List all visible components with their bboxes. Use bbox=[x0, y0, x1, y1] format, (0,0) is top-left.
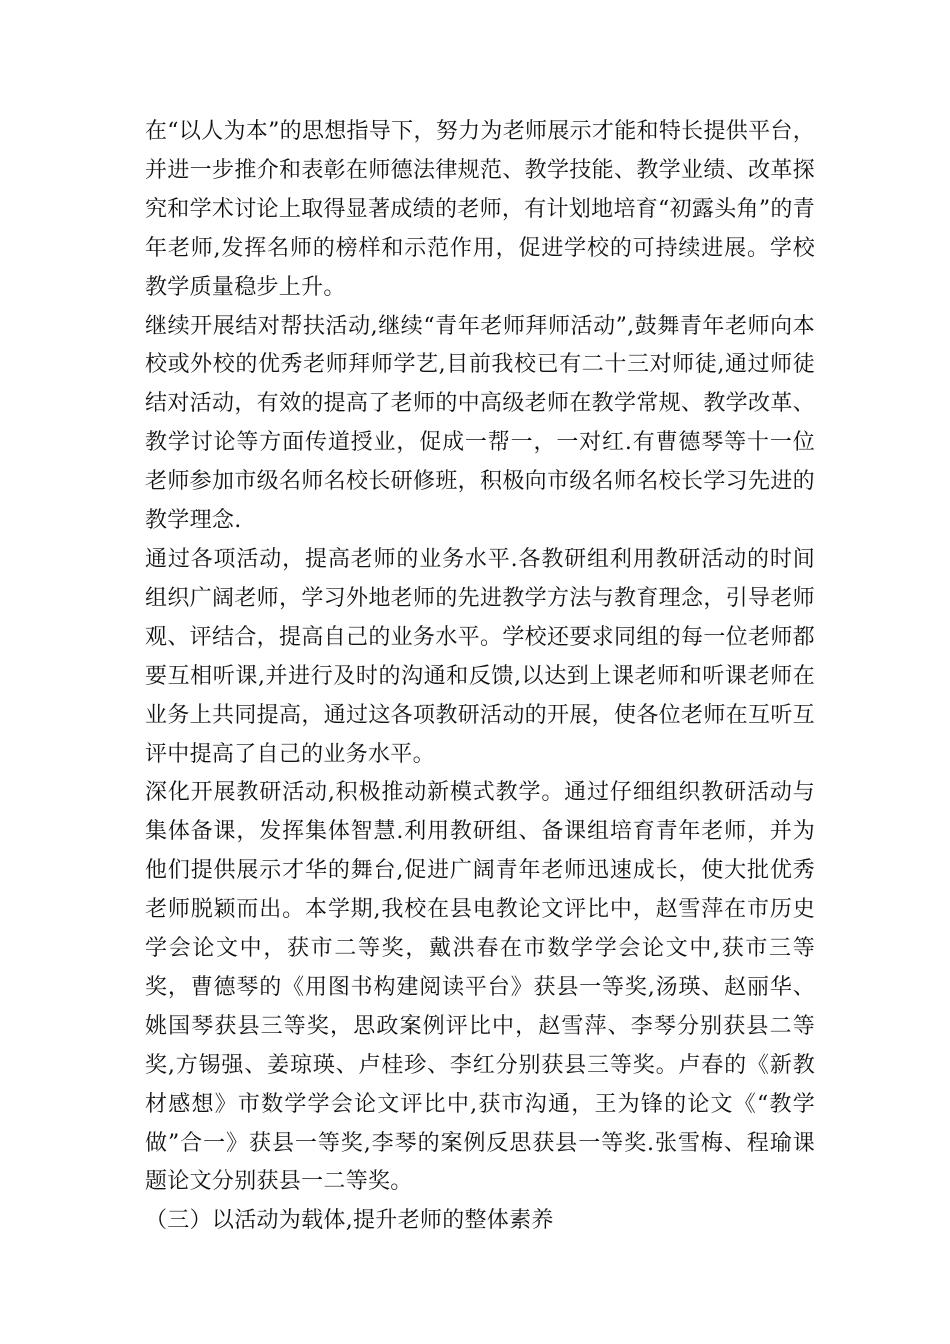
document-body bbox=[145, 113, 815, 1241]
paragraph-people-oriented: 在“以人为本”的思想指导下，努力为老师展示才能和特长提供平台，并进一步推介和表彰在师德法律规范、教学技能、教学业绩、改革探究和学术讨论上取得显著成绩的老师，有计划地培育“初露头角”的青年老师,发挥名师的榜样和示范作用，促进学校的可持续进展。学校教学质量稳步上升。 bbox=[145, 119, 815, 300]
section-heading: （三）以活动为载体,提升老师的整体素养 bbox=[145, 1208, 554, 1234]
paragraph-teaching-research: 深化开展教研活动,积极推动新模式教学。通过仔细组织教研活动与集体备课，发挥集体智慧.利用教研组、备课组培育青年老师，并为他们提供展示才华的舞台,促进广阔青年老师迅速成长，使大批优秀老师脱颖而出。本学期,我校在县电教论文评比中，赵雪萍在市历史学会论文中，获市二等奖，戴洪春在市数学学会论文中,获市三等奖，曹德琴的《用图书构建阅读平台》获县一等奖,汤瑛、赵丽华、姚国琴获县三等奖，思政案例评比中，赵雪萍、李琴分别获县二等奖,方锡强、姜琼瑛、卢桂珍、李红分别获县三等奖。卢春的《新教材感想》市数学学会论文评比中,获市沟通，王为锋的论文《“教学做”合一》获县一等奖,李琴的案例反思获县一等奖.张雪梅、程瑜课题论文分别获县一二等奖。 bbox=[145, 780, 815, 1195]
paragraph-mentoring: 继续开展结对帮扶活动,继续“青年老师拜师活动”,鼓舞青年老师向本校或外校的优秀老师拜师学艺,目前我校已有二十三对师徒,通过师徒结对活动，有效的提高了老师的中高级老师在教学常规、教学改革、教学讨论等方面传道授业，促成一帮一，一对红.有曹德琴等十一位老师参加市级名师名校长研修班，积极向市级名师名校长学习先进的教学理念. bbox=[145, 313, 815, 534]
paragraph-activities: 通过各项活动，提高老师的业务水平.各教研组利用教研活动的时间组织广阔老师，学习外地老师的先进教学方法与教育理念，引导老师观、评结合，提高自己的业务水平。学校还要求同组的每一位老师都要互相听课,并进行及时的沟通和反馈,以达到上课老师和听课老师在业务上共同提高，通过这各项教研活动的开展，使各位老师在互听互评中提高了自己的业务水平。 bbox=[145, 546, 815, 767]
